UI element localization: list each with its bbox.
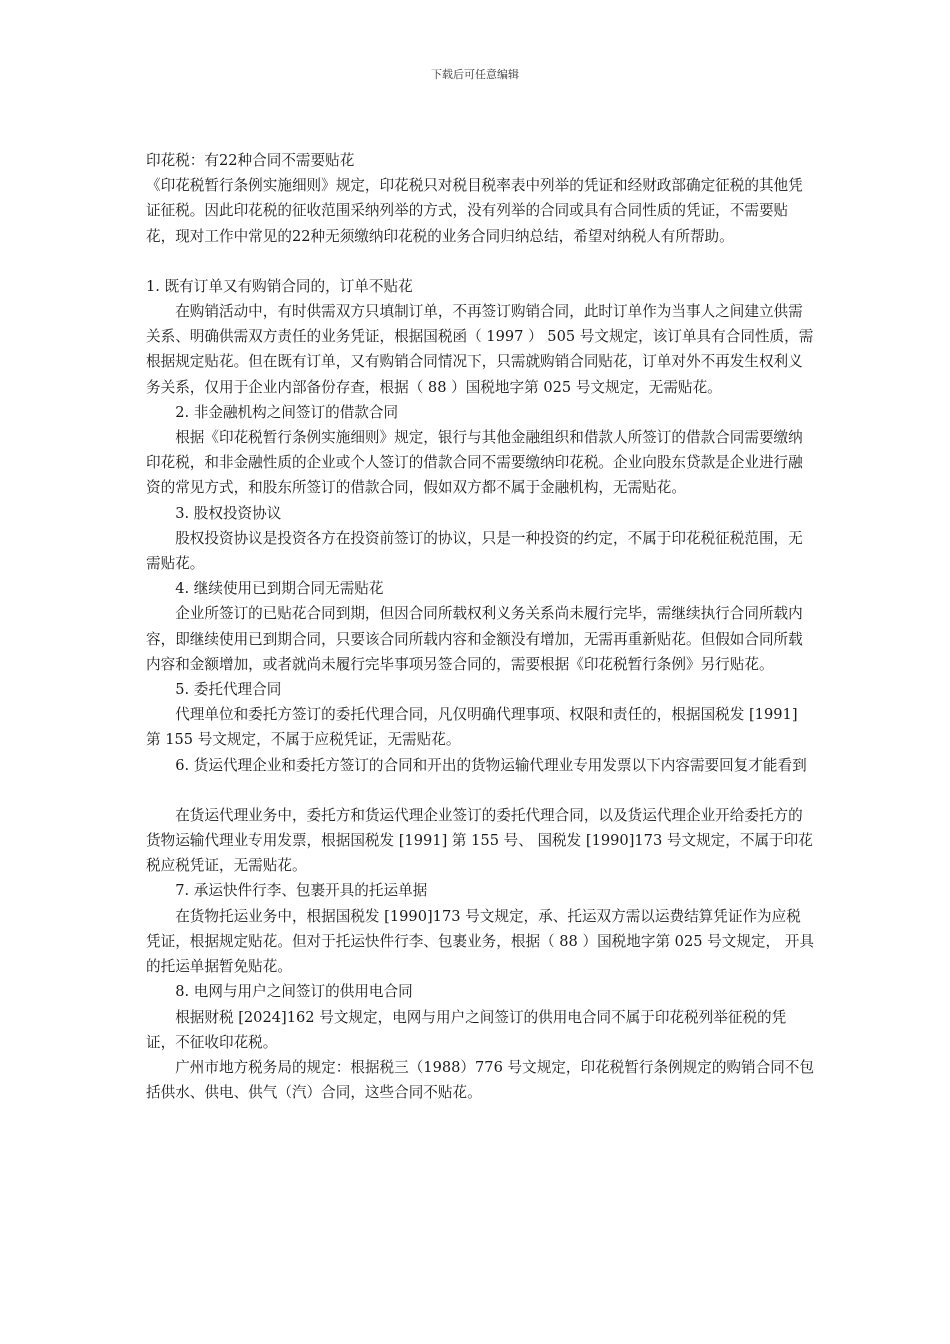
- section-4-body: 企业所签订的已贴花合同到期，但因合同所载权利义务关系尚未履行完毕，需继续执行合同所载内容，即继续使用已到期合同，只要该合同所载内容和金额没有增加，无需再重新贴花。但假如合同所载内容和金额增加，或者就尚未履行完毕事项另签合同的，需要根据《印花税暂行条例》另行贴花。: [146, 605, 803, 673]
- spacer: [146, 249, 814, 274]
- section-6-heading: 6. 货运代理企业和委托方签订的合同和开出的货物运输代理业专用发票以下内容需要回复才能看到: [175, 756, 807, 774]
- spacer: [146, 778, 814, 803]
- section-7-heading: 7. 承运快件行李、包裹开具的托运单据: [175, 882, 428, 900]
- section-8-body: 根据财税 [2024]162 号文规定，电网与用户之间签订的供用电合同不属于印花税列举征税的凭证，不征收印花税。: [146, 1008, 787, 1051]
- section-3-heading: 3. 股权投资协议: [175, 504, 282, 522]
- section-1-body: 在购销活动中，有时供需双方只填制订单，不再签订购销合同，此时订单作为当事人之间建立供需关系、明确供需双方责任的业务凭证，根据国税函（ 1997 ） 505 号文规定，该订单具有合同性质，需根据规定贴花。但在既有订单，又有购销合同情况下，只需就购销合同贴花，订单对外不再发生权利义务关系，仅用于企业内部备份存查，根据（ 88 ）国税地字第 025 号文规定，无需贴花。: [146, 303, 814, 396]
- section-2-heading: 2. 非金融机构之间签订的借款合同: [175, 403, 399, 421]
- section-2-body: 根据《印花税暂行条例实施细则》规定，银行与其他金融组织和借款人所签订的借款合同需要缴纳印花税，和非金融性质的企业或个人签订的借款合同不需要缴纳印花税。企业向股东贷款是企业进行融资的常见方式，和股东所签订的借款合同，假如双方都不属于金融机构，无需贴花。: [146, 429, 803, 497]
- section-8-heading: 8. 电网与用户之间签订的供用电合同: [175, 983, 413, 1001]
- page-header: 下载后可任意编辑: [431, 68, 519, 81]
- section-5-heading: 5. 委托代理合同: [175, 681, 282, 699]
- section-5-body: 代理单位和委托方签订的委托代理合同，凡仅明确代理事项、权限和责任的，根据国税发 [1991] 第 155 号文规定，不属于应税凭证，无需贴花。: [146, 706, 798, 749]
- document-title: 印花税：有22种合同不需要贴花: [146, 152, 355, 169]
- section-1-heading: 1. 既有订单又有购销合同的，订单不贴花: [146, 277, 413, 295]
- document-body: [146, 148, 814, 1105]
- section-8-extra: 广州市地方税务局的规定：根据税三（1988）776 号文规定，印花税暂行条例规定的购销合同不包括供水、供电、供气（汽）合同，这些合同不贴花。: [146, 1058, 814, 1102]
- section-4-heading: 4. 继续使用已到期合同无需贴花: [175, 580, 384, 598]
- section-6-body: 在货运代理业务中，委托方和货运代理企业签订的委托代理合同，以及货运代理企业开给委托方的货物运输代理业专用发票，根据国税发 [1991] 第 155 号、 国税发 [1990]173 号文规定，不属于印花税应税凭证，无需贴花。: [146, 806, 813, 875]
- section-3-body: 股权投资协议是投资各方在投资前签订的协议，只是一种投资的约定，不属于印花税征税范围，无需贴花。: [146, 529, 803, 573]
- intro-paragraph: 《印花税暂行条例实施细则》规定，印花税只对税目税率表中列举的凭证和经财政部确定征税的其他凭证征税。因此印花税的征收范围采纳列举的方式，没有列举的合同或具有合同性质的凭证，不需要贴花，现对工作中常见的22种无须缴纳印花税的业务合同归纳总结，希望对纳税人有所帮助。: [146, 177, 803, 245]
- section-7-body: 在货物托运业务中，根据国税发 [1990]173 号文规定，承、托运双方需以运费结算凭证作为应税凭证，根据规定贴花。但对于托运快件行李、包裹业务，根据（ 88 ）国税地字第 025 号文规定， 开具的托运单据暂免贴花。: [146, 907, 814, 976]
